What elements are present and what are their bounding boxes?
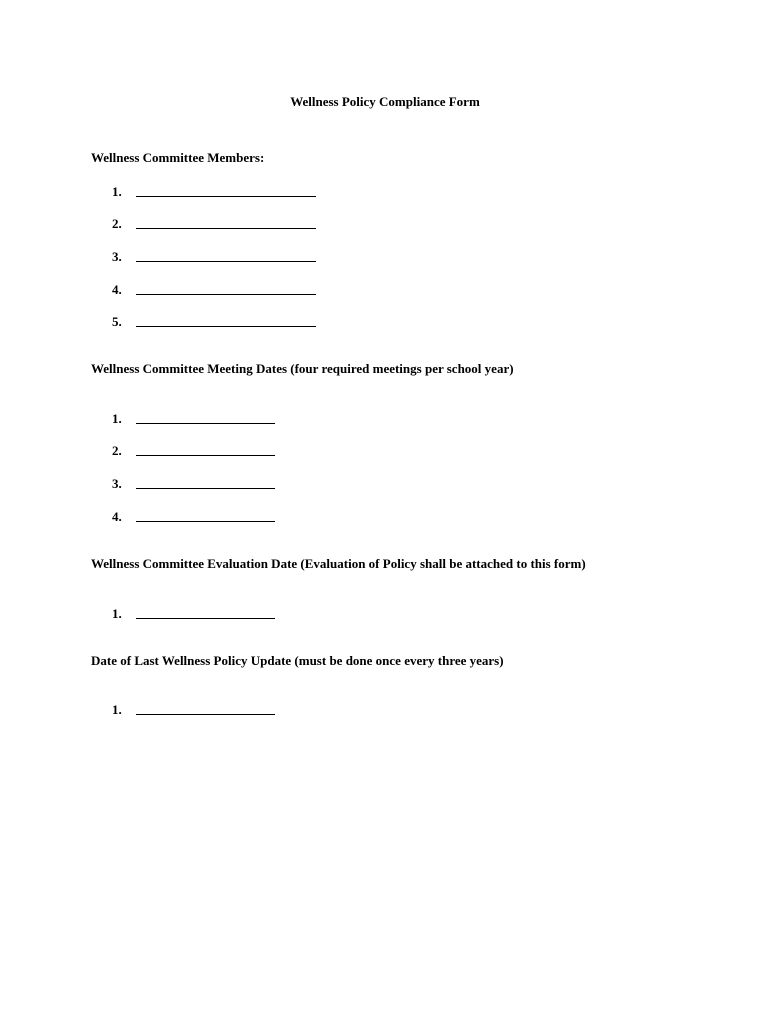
section-heading-meeting-dates: Wellness Committee Meeting Dates (four required meetings per school year) (91, 361, 514, 376)
blank-line[interactable] (136, 216, 316, 229)
form-title: Wellness Policy Compliance Form (290, 94, 480, 109)
item-number: 2. (112, 443, 122, 458)
blank-line[interactable] (136, 476, 275, 489)
blank-line[interactable] (136, 314, 316, 327)
blank-line[interactable] (136, 411, 275, 424)
blank-line[interactable] (136, 249, 316, 262)
item-number: 1. (112, 411, 122, 426)
blank-line[interactable] (136, 606, 275, 619)
blank-line[interactable] (136, 443, 275, 456)
section-heading-evaluation-date: Wellness Committee Evaluation Date (Evaluation of Policy shall be attached to this form) (91, 556, 586, 571)
blank-line[interactable] (136, 702, 275, 715)
item-number: 3. (112, 249, 122, 264)
item-number: 1. (112, 702, 122, 717)
evaluation-date-line-1[interactable] (112, 606, 275, 622)
item-number: 4. (112, 282, 122, 297)
item-number: 4. (112, 509, 122, 524)
item-number: 1. (112, 184, 122, 199)
member-line-4[interactable] (112, 282, 316, 298)
meeting-date-line-4[interactable] (112, 509, 275, 525)
meeting-date-line-1[interactable] (112, 411, 275, 427)
section-heading-last-update: Date of Last Wellness Policy Update (must be done once every three years) (91, 653, 504, 668)
meeting-date-line-3[interactable] (112, 476, 275, 492)
blank-line[interactable] (136, 282, 316, 295)
item-number: 1. (112, 606, 122, 621)
member-line-3[interactable] (112, 249, 316, 265)
blank-line[interactable] (136, 509, 275, 522)
item-number: 3. (112, 476, 122, 491)
item-number: 2. (112, 216, 122, 231)
item-number: 5. (112, 314, 122, 329)
last-update-line-1[interactable] (112, 702, 275, 718)
member-line-1[interactable] (112, 184, 316, 200)
member-line-2[interactable] (112, 216, 316, 232)
blank-line[interactable] (136, 184, 316, 197)
meeting-date-line-2[interactable] (112, 443, 275, 459)
member-line-5[interactable] (112, 314, 316, 330)
section-heading-committee-members: Wellness Committee Members: (91, 150, 265, 165)
